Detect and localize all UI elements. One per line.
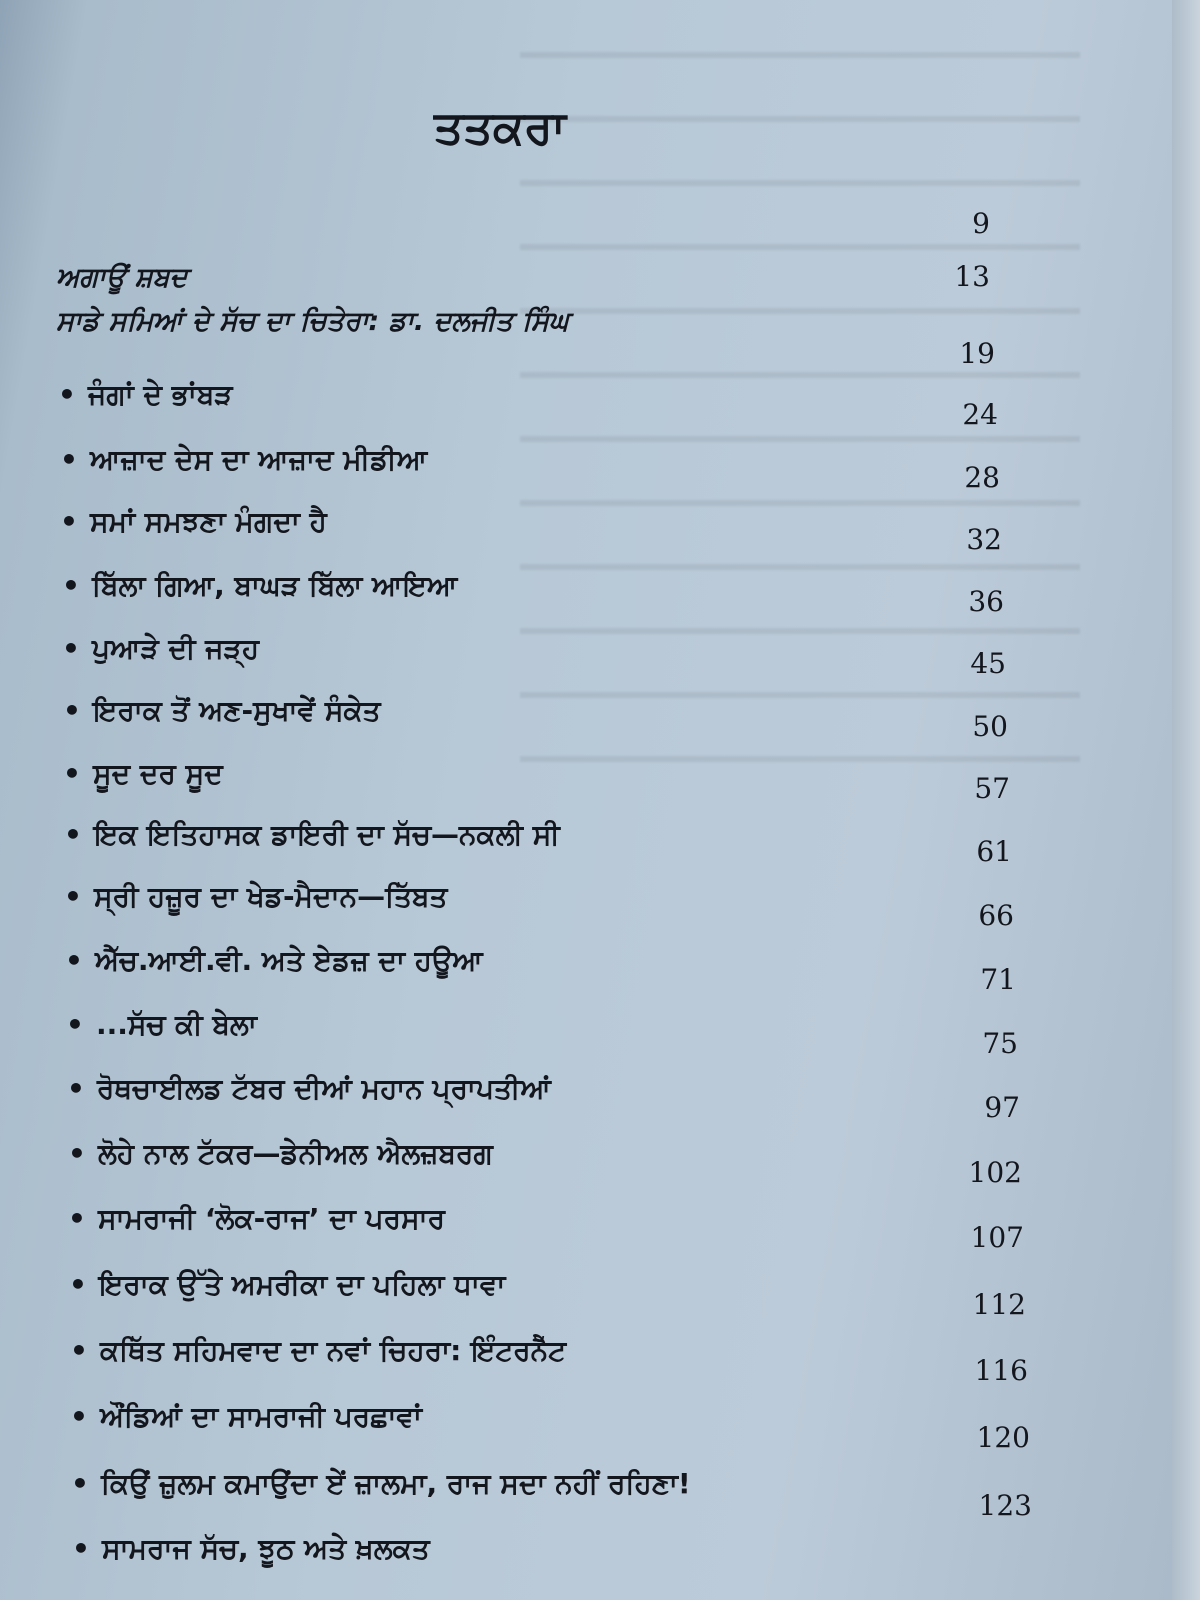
page-number: 19 (959, 337, 995, 370)
page-number: 123 (978, 1489, 1032, 1522)
toc-intro-title: ਅਗਾਊਂ ਸ਼ਬਦ (56, 262, 188, 293)
page-number: 97 (984, 1091, 1020, 1124)
bullet: • (62, 569, 80, 602)
toc-entry-title: ਇਕ ਇਤਿਹਾਸਕ ਡਾਇਰੀ ਦਾ ਸੱਚ—ਨਕਲੀ ਸੀ (94, 818, 560, 851)
bullet: • (62, 632, 80, 665)
toc-entry-title: ...ਸੱਚ ਕੀ ਬੇਲਾ (96, 1008, 257, 1041)
page-number: 71 (980, 963, 1016, 996)
page-number: 36 (968, 585, 1004, 618)
toc-entry (58, 378, 233, 412)
page-number: 112 (972, 1288, 1026, 1321)
bullet: • (66, 1008, 84, 1041)
toc-entry (72, 1532, 430, 1566)
toc-entry (64, 880, 447, 914)
bullet: • (58, 378, 76, 411)
page-number: 120 (976, 1421, 1030, 1454)
page-edge (1172, 0, 1200, 1600)
toc-entry-title: ਇਰਾਕ ਉੱਤੇ ਅਮਰੀਕਾ ਦਾ ਪਹਿਲਾ ਧਾਵਾ (99, 1268, 506, 1301)
bullet: • (70, 1400, 88, 1433)
toc-entry-title: ਐੱਚ.ਆਈ.ਵੀ. ਅਤੇ ਏਡਜ਼ ਦਾ ਹਊਆ (95, 944, 483, 977)
bullet: • (63, 757, 81, 790)
toc-entry-title: ਰੋਥਚਾਈਲਡ ਟੱਬਰ ਦੀਆਂ ਮਹਾਨ ਪ੍ਰਾਪਤੀਆਂ (97, 1072, 551, 1105)
bullet: • (68, 1137, 86, 1170)
bullet: • (64, 880, 82, 913)
toc-entry-title: ਬਿੱਲਾ ਗਿਆ, ਬਾਘੜ ਬਿੱਲਾ ਆਇਆ (92, 569, 458, 602)
toc-entry-title: ਸਾਮਰਾਜ ਸੱਚ, ਝੂਠ ਅਤੇ ਖ਼ਲਕਤ (102, 1532, 430, 1565)
toc-entry-title: ਸਮਾਂ ਸਮਝਣਾ ਮੰਗਦਾ ਹੈ (90, 505, 327, 538)
toc-entry-title: ਔਂਡਿਆਂ ਦਾ ਸਾਮਰਾਜੀ ਪਰਛਾਵਾਂ (100, 1400, 422, 1433)
toc-entry-title: ਕਥਿੱਤ ਸਹਿਮਵਾਦ ਦਾ ਨਵਾਂ ਚਿਹਰਾ: ਇੰਟਰਨੈੱਟ (100, 1334, 567, 1367)
toc-intro-title: ਸਾਡੇ ਸਮਿਆਂ ਦੇ ਸੱਚ ਦਾ ਚਿਤੇਰਾ: ਡਾ. ਦਲਜੀਤ ਸਿੰਘ (56, 306, 569, 337)
toc-entry (63, 757, 223, 791)
page-number: 57 (974, 772, 1010, 805)
toc-entry-title: ਸ੍ਰੀ ਹਜ਼ੂਰ ਦਾ ਖੇਡ-ਮੈਦਾਨ—ਤਿੱਬਤ (94, 880, 448, 913)
toc-entry (71, 1467, 691, 1501)
toc-entry-title: ਇਰਾਕ ਤੋਂ ਅਣ-ਸੁਖਾਵੇਂ ਸੰਕੇਤ (93, 694, 381, 727)
page-number: 116 (974, 1354, 1028, 1387)
bullet: • (68, 1202, 86, 1235)
page-title: ਤਤਕਰਾ (434, 100, 566, 154)
toc-entry (63, 694, 381, 728)
toc-entry-title: ਆਜ਼ਾਦ ਦੇਸ ਦਾ ਆਜ਼ਾਦ ਮੀਡੀਆ (90, 443, 428, 476)
toc-entry (70, 1334, 566, 1368)
bullet: • (60, 505, 78, 538)
bullet: • (70, 1334, 88, 1367)
bullet: • (64, 818, 82, 851)
page-number: 28 (964, 461, 1000, 494)
toc-entry-title: ਕਿਉਂ ਜ਼ੁਲਮ ਕਮਾਉਂਦਾ ਏਂ ਜ਼ਾਲਮਾ, ਰਾਜ ਸਦਾ ਨਹੀਂ ਰਹਿਣਾ! (101, 1467, 691, 1500)
toc-entry (68, 1137, 493, 1171)
toc-entry (66, 1008, 257, 1042)
toc-entry-title: ਪੁਆੜੇ ਦੀ ਜੜ੍ਹ (92, 632, 260, 665)
toc-entry-title: ਸੂਦ ਦਰ ਸੂਦ (93, 757, 223, 790)
bullet: • (69, 1268, 87, 1301)
bullet: • (72, 1532, 90, 1565)
toc-entry (62, 632, 259, 666)
page-number: 75 (982, 1027, 1018, 1060)
toc-entry (67, 1072, 551, 1106)
toc-entry-title: ਲੋਹੇ ਨਾਲ ਟੱਕਰ—ਡੇਨੀਅਲ ਐਲਜ਼ਬਰਗ (98, 1137, 493, 1170)
page-number: 24 (962, 398, 998, 431)
toc-entry (64, 818, 560, 852)
bullet: • (65, 944, 83, 977)
page-number: 66 (978, 899, 1014, 932)
bullet: • (71, 1467, 89, 1500)
page-number: 9 (972, 207, 990, 240)
toc-entry (60, 505, 327, 539)
bullet: • (67, 1072, 85, 1105)
toc-entry-title: ਸਾਮਰਾਜੀ ‘ਲੋਕ-ਰਾਜ’ ਦਾ ਪਰਸਾਰ (98, 1202, 445, 1235)
page-number: 45 (970, 647, 1006, 680)
bullet: • (63, 694, 81, 727)
page-number: 107 (970, 1221, 1024, 1254)
toc-entry (60, 443, 427, 477)
toc-entry-title: ਜੰਗਾਂ ਦੇ ਭਾਂਬੜ (88, 378, 233, 411)
toc-entry (70, 1400, 422, 1434)
toc-entry (65, 944, 483, 978)
toc-entry (69, 1268, 505, 1302)
page-number: 102 (968, 1156, 1022, 1189)
page-number: 50 (972, 710, 1008, 743)
page-number: 61 (976, 835, 1012, 868)
toc-entry (62, 569, 457, 603)
bullet: • (60, 443, 78, 476)
page-number: 32 (966, 523, 1002, 556)
toc-entry (68, 1202, 445, 1236)
page-number: 13 (954, 260, 990, 293)
